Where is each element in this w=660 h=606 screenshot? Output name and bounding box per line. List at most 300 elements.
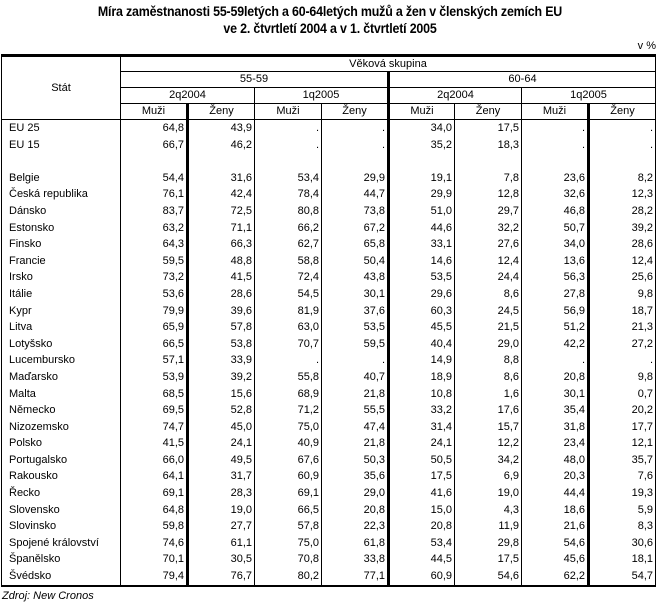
value-cell: 71,2 xyxy=(255,402,322,419)
value-cell: 30,1 xyxy=(522,386,589,403)
value-cell: 70,7 xyxy=(255,336,322,353)
country-name: Švédsko xyxy=(2,568,121,586)
value-cell: 28,6 xyxy=(188,286,255,303)
value-cell: 66,3 xyxy=(188,236,255,253)
value-cell: 19,0 xyxy=(455,485,522,502)
table-row xyxy=(2,352,656,369)
value-cell: 48,0 xyxy=(522,452,589,469)
value-cell: 75,0 xyxy=(255,535,322,552)
table-row xyxy=(2,269,656,286)
header-sex: Muži xyxy=(255,104,322,120)
value-cell: 75,0 xyxy=(255,419,322,436)
value-cell: 8,8 xyxy=(455,352,522,369)
header-age-group: Věková skupina xyxy=(121,56,656,72)
value-cell: 29,0 xyxy=(322,485,389,502)
value-cell: 31,4 xyxy=(389,419,455,436)
value-cell: 72,5 xyxy=(188,203,255,220)
value-cell: 23,4 xyxy=(522,435,589,452)
header-sex: Muži xyxy=(121,104,188,120)
value-cell: 61,1 xyxy=(188,535,255,552)
title-line-1: Míra zaměstnanosti 55-59letých a 60-64letých mužů a žen v členských zemích EU xyxy=(97,4,563,19)
value-cell: 69,1 xyxy=(121,485,188,502)
value-cell: 22,3 xyxy=(322,518,389,535)
table-row xyxy=(2,253,656,270)
value-cell: 64,3 xyxy=(121,236,188,253)
country-name: Lucembursko xyxy=(9,354,76,367)
value-cell: 25,6 xyxy=(589,269,656,286)
table-row xyxy=(2,452,656,469)
value-cell: 44,6 xyxy=(389,220,455,237)
country-name: Finsko xyxy=(9,238,42,251)
value-cell: 12,4 xyxy=(455,253,522,270)
value-cell: 14,6 xyxy=(389,253,455,270)
value-cell xyxy=(255,153,322,170)
value-cell: 17,7 xyxy=(589,419,656,436)
value-cell: 54,6 xyxy=(455,568,522,586)
value-cell: 17,5 xyxy=(455,551,522,568)
table-row xyxy=(2,419,656,436)
table-row xyxy=(2,485,656,502)
value-cell: 62,7 xyxy=(255,236,322,253)
title-line-2: ve 2. čtvrtletí 2004 a v 1. čtvrtletí 2005 xyxy=(223,21,437,36)
value-cell: 67,6 xyxy=(255,452,322,469)
table-title xyxy=(26,3,633,37)
value-cell: 53,6 xyxy=(121,286,188,303)
country-name: Slovinsko xyxy=(9,520,57,533)
value-cell: 69,5 xyxy=(121,402,188,419)
value-cell: 53,5 xyxy=(389,269,455,286)
value-cell: 74,7 xyxy=(121,419,188,436)
value-cell: 19,1 xyxy=(389,170,455,187)
value-cell: 48,8 xyxy=(188,253,255,270)
value-cell: 12,1 xyxy=(589,435,656,452)
value-cell: 18,7 xyxy=(589,303,656,320)
value-cell: 27,7 xyxy=(188,518,255,535)
value-cell: 24,5 xyxy=(455,303,522,320)
value-cell: 50,4 xyxy=(322,253,389,270)
value-cell: 63,0 xyxy=(255,319,322,336)
value-cell: 15,6 xyxy=(188,386,255,403)
value-cell: 18,6 xyxy=(522,502,589,519)
value-cell: 44,5 xyxy=(389,551,455,568)
value-cell: 50,5 xyxy=(389,452,455,469)
value-cell: 46,2 xyxy=(188,137,255,154)
value-cell: 42,4 xyxy=(188,186,255,203)
value-cell: 56,9 xyxy=(522,303,589,320)
value-cell: 63,2 xyxy=(121,220,188,237)
value-cell: 21,6 xyxy=(522,518,589,535)
value-cell: 46,8 xyxy=(522,203,589,220)
value-cell: 32,2 xyxy=(455,220,522,237)
value-cell: 67,2 xyxy=(322,220,389,237)
value-cell: . xyxy=(522,137,589,154)
value-cell: 49,5 xyxy=(188,452,255,469)
header-period: 2q2004 xyxy=(121,88,255,104)
header-sex: Ženy xyxy=(455,104,522,120)
value-cell xyxy=(121,153,188,170)
value-cell: 35,6 xyxy=(322,468,389,485)
value-cell: . xyxy=(522,120,589,137)
header-period: 1q2005 xyxy=(255,88,389,104)
employment-rate-table xyxy=(1,54,656,587)
country-name: Malta xyxy=(9,387,36,400)
value-cell: 69,1 xyxy=(255,485,322,502)
value-cell: 39,6 xyxy=(188,303,255,320)
country-name: Itálie xyxy=(9,287,33,300)
table-row xyxy=(2,402,656,419)
value-cell: 24,1 xyxy=(188,435,255,452)
value-cell: 64,1 xyxy=(121,468,188,485)
table-row xyxy=(2,518,656,535)
value-cell xyxy=(455,153,522,170)
value-cell: 29,0 xyxy=(455,336,522,353)
value-cell: 29,7 xyxy=(455,203,522,220)
value-cell: 51,2 xyxy=(522,319,589,336)
value-cell: 50,3 xyxy=(322,452,389,469)
value-cell: . xyxy=(589,352,656,369)
value-cell: 35,4 xyxy=(522,402,589,419)
value-cell: 37,6 xyxy=(322,303,389,320)
header-sex: Muži xyxy=(522,104,589,120)
value-cell: 35,2 xyxy=(389,137,455,154)
value-cell: 58,8 xyxy=(255,253,322,270)
value-cell: 30,1 xyxy=(322,286,389,303)
value-cell: 34,2 xyxy=(455,452,522,469)
value-cell: 33,1 xyxy=(389,236,455,253)
value-cell: 39,2 xyxy=(589,220,656,237)
value-cell: 52,8 xyxy=(188,402,255,419)
value-cell: 74,6 xyxy=(121,535,188,552)
value-cell: 20,8 xyxy=(522,369,589,386)
table-row xyxy=(2,369,656,386)
value-cell: 45,5 xyxy=(389,319,455,336)
table-row xyxy=(2,551,656,568)
value-cell: 71,1 xyxy=(188,220,255,237)
table-row xyxy=(2,137,656,154)
country-name: Česká republika xyxy=(9,188,88,201)
value-cell: 55,8 xyxy=(255,369,322,386)
value-cell: 41,6 xyxy=(389,485,455,502)
value-cell: 15,0 xyxy=(389,502,455,519)
table-row xyxy=(2,468,656,485)
header-state: Stát xyxy=(2,56,121,120)
value-cell: 73,2 xyxy=(121,269,188,286)
country-name: Polsko xyxy=(9,437,43,450)
value-cell: 53,4 xyxy=(255,170,322,187)
value-cell: 68,5 xyxy=(121,386,188,403)
value-cell: 56,3 xyxy=(522,269,589,286)
value-cell: . xyxy=(255,120,322,137)
country-name: Belgie xyxy=(9,171,40,184)
value-cell: 77,1 xyxy=(322,568,389,586)
value-cell: 60,3 xyxy=(389,303,455,320)
value-cell xyxy=(522,153,589,170)
table-row xyxy=(2,236,656,253)
value-cell: 30,5 xyxy=(188,551,255,568)
value-cell: 21,8 xyxy=(322,386,389,403)
value-cell: 61,8 xyxy=(322,535,389,552)
value-cell: 57,1 xyxy=(121,352,188,369)
value-cell: 8,6 xyxy=(455,369,522,386)
value-cell: 12,2 xyxy=(455,435,522,452)
value-cell: 17,6 xyxy=(455,402,522,419)
value-cell: 78,4 xyxy=(255,186,322,203)
value-cell: 66,0 xyxy=(121,452,188,469)
value-cell: 4,3 xyxy=(455,502,522,519)
country-name: Španělsko xyxy=(9,553,61,566)
value-cell xyxy=(188,153,255,170)
value-cell: 8,2 xyxy=(589,170,656,187)
value-cell: 54,6 xyxy=(522,535,589,552)
table-row xyxy=(2,303,656,320)
table-row xyxy=(2,120,656,137)
value-cell: 54,5 xyxy=(255,286,322,303)
value-cell: 54,4 xyxy=(121,170,188,187)
value-cell: 27,8 xyxy=(522,286,589,303)
value-cell: 31,6 xyxy=(188,170,255,187)
source-note: Zdroj: New Cronos xyxy=(2,590,94,602)
table-row xyxy=(2,502,656,519)
country-name: Francie xyxy=(9,254,46,267)
value-cell: 80,2 xyxy=(255,568,322,586)
value-cell: . xyxy=(322,120,389,137)
value-cell: . xyxy=(522,352,589,369)
table-row xyxy=(2,170,656,187)
table-row xyxy=(2,153,656,170)
header-group-60-64: 60-64 xyxy=(389,72,656,88)
value-cell: 47,4 xyxy=(322,419,389,436)
value-cell: 66,5 xyxy=(255,502,322,519)
value-cell: 0,7 xyxy=(589,386,656,403)
country-name: Irsko xyxy=(9,271,33,284)
header-sex: Muži xyxy=(389,104,455,120)
country-name: Slovensko xyxy=(9,503,60,516)
header-group-55-59: 55-59 xyxy=(121,72,389,88)
value-cell: 59,8 xyxy=(121,518,188,535)
value-cell: 23,6 xyxy=(522,170,589,187)
country-name xyxy=(2,153,121,170)
value-cell: 8,3 xyxy=(589,518,656,535)
country-name: Lotyšsko xyxy=(9,337,53,350)
table-row xyxy=(2,286,656,303)
value-cell: . xyxy=(255,137,322,154)
unit-label: v % xyxy=(637,40,656,52)
value-cell: 57,8 xyxy=(255,518,322,535)
value-cell: 5,9 xyxy=(589,502,656,519)
value-cell: 41,5 xyxy=(121,435,188,452)
table-row xyxy=(2,535,656,552)
table-row xyxy=(2,568,656,586)
value-cell: 45,6 xyxy=(522,551,589,568)
country-name: Rakousko xyxy=(9,470,58,483)
value-cell: 68,9 xyxy=(255,386,322,403)
value-cell: 79,9 xyxy=(121,303,188,320)
table-row xyxy=(2,203,656,220)
value-cell: 31,7 xyxy=(188,468,255,485)
value-cell: 57,8 xyxy=(188,319,255,336)
value-cell: 7,8 xyxy=(455,170,522,187)
value-cell: 35,7 xyxy=(589,452,656,469)
value-cell: 64,8 xyxy=(121,502,188,519)
value-cell: 53,8 xyxy=(188,336,255,353)
value-cell: 53,4 xyxy=(389,535,455,552)
value-cell: 76,7 xyxy=(188,568,255,586)
value-cell: 12,3 xyxy=(589,186,656,203)
value-cell: 17,5 xyxy=(455,120,522,137)
value-cell: 7,6 xyxy=(589,468,656,485)
value-cell: 27,6 xyxy=(455,236,522,253)
country-name: Dánsko xyxy=(9,204,47,217)
country-name: Maďarsko xyxy=(9,370,58,383)
value-cell: 9,8 xyxy=(589,286,656,303)
value-cell: 32,6 xyxy=(522,186,589,203)
value-cell: 34,0 xyxy=(522,236,589,253)
value-cell: 40,9 xyxy=(255,435,322,452)
value-cell: 66,7 xyxy=(121,137,188,154)
value-cell xyxy=(389,153,455,170)
value-cell: 51,0 xyxy=(389,203,455,220)
value-cell: 55,5 xyxy=(322,402,389,419)
value-cell: 45,0 xyxy=(188,419,255,436)
value-cell: . xyxy=(322,352,389,369)
value-cell: 10,8 xyxy=(389,386,455,403)
country-name: Portugalsko xyxy=(9,453,68,466)
country-name: Estonsko xyxy=(9,221,55,234)
value-cell: 72,4 xyxy=(255,269,322,286)
value-cell: 60,9 xyxy=(389,568,455,586)
value-cell: 1,6 xyxy=(455,386,522,403)
value-cell: 20,8 xyxy=(389,518,455,535)
value-cell: 19,0 xyxy=(188,502,255,519)
country-name: Spojené království xyxy=(9,536,99,549)
value-cell: 70,8 xyxy=(255,551,322,568)
value-cell: 21,3 xyxy=(589,319,656,336)
value-cell: 11,9 xyxy=(455,518,522,535)
value-cell: 33,2 xyxy=(389,402,455,419)
country-name: Německo xyxy=(9,404,56,417)
value-cell: 24,4 xyxy=(455,269,522,286)
header-sex: Ženy xyxy=(322,104,389,120)
table-row xyxy=(2,336,656,353)
value-cell: 66,2 xyxy=(255,220,322,237)
value-cell: 29,9 xyxy=(322,170,389,187)
country-name: Nizozemsko xyxy=(9,420,69,433)
value-cell: 15,7 xyxy=(455,419,522,436)
value-cell: 53,9 xyxy=(121,369,188,386)
value-cell xyxy=(322,153,389,170)
value-cell: . xyxy=(255,352,322,369)
value-cell: 28,3 xyxy=(188,485,255,502)
value-cell: 59,5 xyxy=(322,336,389,353)
table-row xyxy=(2,435,656,452)
value-cell: 34,0 xyxy=(389,120,455,137)
value-cell xyxy=(589,153,656,170)
value-cell: 18,9 xyxy=(389,369,455,386)
value-cell: 27,2 xyxy=(589,336,656,353)
value-cell: 81,9 xyxy=(255,303,322,320)
value-cell: 29,6 xyxy=(389,286,455,303)
header-sex: Ženy xyxy=(589,104,656,120)
value-cell: 12,4 xyxy=(589,253,656,270)
value-cell: 14,9 xyxy=(389,352,455,369)
country-name: EU 15 xyxy=(9,138,40,151)
value-cell: 62,2 xyxy=(522,568,589,586)
value-cell: . xyxy=(322,137,389,154)
value-cell: 66,5 xyxy=(121,336,188,353)
value-cell: . xyxy=(589,120,656,137)
value-cell: 18,3 xyxy=(455,137,522,154)
value-cell: 28,2 xyxy=(589,203,656,220)
value-cell: 40,4 xyxy=(389,336,455,353)
value-cell: 76,1 xyxy=(121,186,188,203)
header-sex: Ženy xyxy=(188,104,255,120)
table-row xyxy=(2,186,656,203)
country-name: EU 25 xyxy=(9,122,40,134)
value-cell: . xyxy=(589,137,656,154)
value-cell: 29,9 xyxy=(389,186,455,203)
value-cell: 19,3 xyxy=(589,485,656,502)
value-cell: 18,1 xyxy=(589,551,656,568)
value-cell: 73,8 xyxy=(322,203,389,220)
value-cell: 42,2 xyxy=(522,336,589,353)
value-cell: 65,8 xyxy=(322,236,389,253)
value-cell: 33,9 xyxy=(188,352,255,369)
value-cell: 21,8 xyxy=(322,435,389,452)
value-cell: 20,2 xyxy=(589,402,656,419)
value-cell: 44,4 xyxy=(522,485,589,502)
value-cell: 30,6 xyxy=(589,535,656,552)
value-cell: 20,3 xyxy=(522,468,589,485)
value-cell: 54,7 xyxy=(589,568,656,586)
value-cell: 41,5 xyxy=(188,269,255,286)
value-cell: 29,8 xyxy=(455,535,522,552)
header-period: 2q2004 xyxy=(389,88,522,104)
value-cell: 31,8 xyxy=(522,419,589,436)
value-cell: 6,9 xyxy=(455,468,522,485)
value-cell: 39,2 xyxy=(188,369,255,386)
value-cell: 17,5 xyxy=(389,468,455,485)
value-cell: 80,8 xyxy=(255,203,322,220)
value-cell: 64,8 xyxy=(121,120,188,137)
country-name: Kypr xyxy=(9,304,32,317)
table-row xyxy=(2,386,656,403)
value-cell: 70,1 xyxy=(121,551,188,568)
value-cell: 40,7 xyxy=(322,369,389,386)
table-row xyxy=(2,220,656,237)
value-cell: 60,9 xyxy=(255,468,322,485)
value-cell: 28,6 xyxy=(589,236,656,253)
value-cell: 20,8 xyxy=(322,502,389,519)
value-cell: 65,9 xyxy=(121,319,188,336)
value-cell: 43,9 xyxy=(188,120,255,137)
value-cell: 21,5 xyxy=(455,319,522,336)
value-cell: 50,7 xyxy=(522,220,589,237)
value-cell: 24,1 xyxy=(389,435,455,452)
value-cell: 9,8 xyxy=(589,369,656,386)
value-cell: 33,8 xyxy=(322,551,389,568)
value-cell: 13,6 xyxy=(522,253,589,270)
country-name: Řecko xyxy=(9,487,41,500)
value-cell: 44,7 xyxy=(322,186,389,203)
value-cell: 59,5 xyxy=(121,253,188,270)
value-cell: 79,4 xyxy=(121,568,188,586)
value-cell: 53,5 xyxy=(322,319,389,336)
value-cell: 8,6 xyxy=(455,286,522,303)
header-period: 1q2005 xyxy=(522,88,656,104)
country-name: Litva xyxy=(9,321,33,334)
value-cell: 83,7 xyxy=(121,203,188,220)
value-cell: 12,8 xyxy=(455,186,522,203)
